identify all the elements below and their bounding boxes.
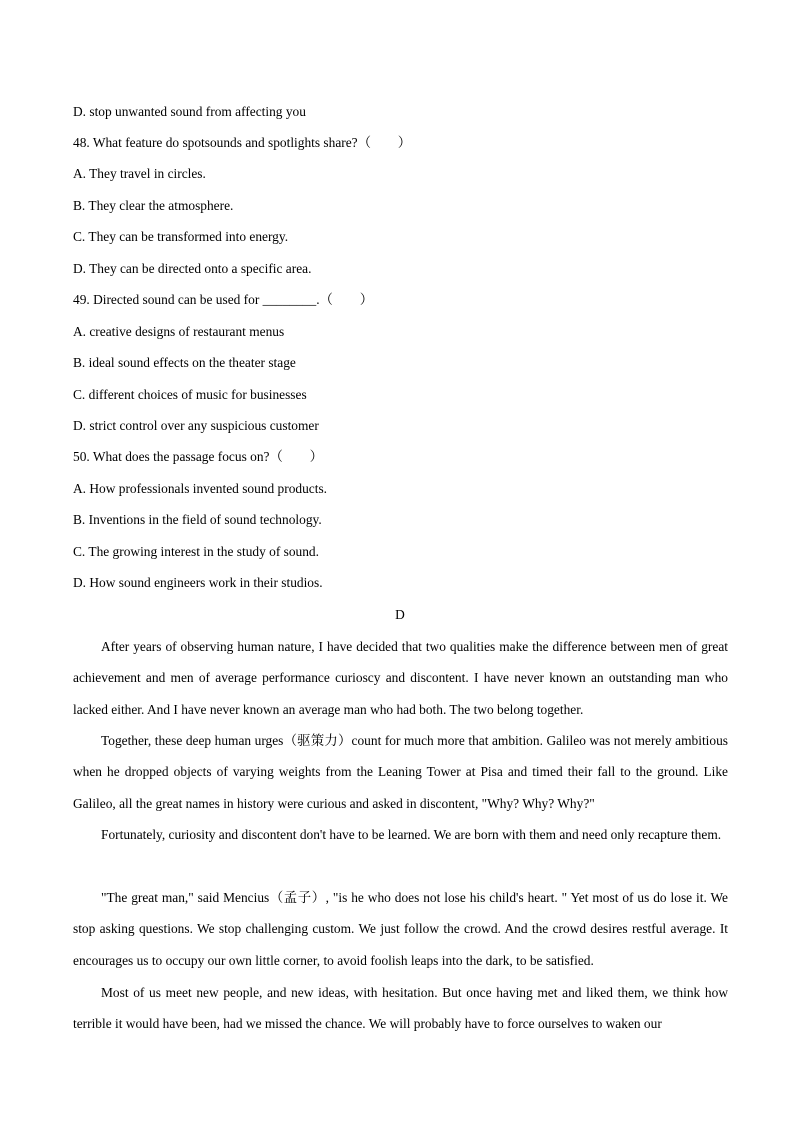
option-49-c: C. different choices of music for businesses <box>73 387 307 402</box>
option-50-b: B. Inventions in the field of sound technology. <box>73 512 322 527</box>
option-48-a: A. They travel in circles. <box>73 166 206 181</box>
passage-paragraph: After years of observing human nature, I have decided that two qualities make the difference between men of great achievement and men of average performance curioscy and discontent. I have never known an outstanding man who lacked either. And I have never known an average man who had both. The two belong together. <box>73 639 728 717</box>
passage-paragraph: Fortunately, curiosity and discontent don't have to be learned. We are born with them and need only recapture them. <box>101 827 722 842</box>
option-49-a: A. creative designs of restaurant menus <box>73 324 285 339</box>
option-48-d: D. They can be directed onto a specific area. <box>73 261 312 276</box>
passage-paragraph: Most of us meet new people, and new ideas, with hesitation. But once having met and liked them, we think how terrible it would have been, had we missed the chance. We will probably have to force ourselves to waken our <box>73 985 728 1032</box>
option-48-c: C. They can be transformed into energy. <box>73 229 289 244</box>
section-heading: D <box>395 607 405 622</box>
question-49: 49. Directed sound can be used for ________.（ ） <box>73 292 374 307</box>
option-48-b: B. They clear the atmosphere. <box>73 198 234 213</box>
question-50: 50. What does the passage focus on?（ ） <box>73 449 324 464</box>
option-50-a: A. How professionals invented sound products. <box>73 481 328 496</box>
option-47-d: D. stop unwanted sound from affecting you <box>73 104 306 119</box>
option-50-c: C. The growing interest in the study of sound. <box>73 544 319 559</box>
question-48: 48. What feature do spotsounds and spotlights share?（ ） <box>73 135 412 150</box>
option-49-b: B. ideal sound effects on the theater stage <box>73 355 296 370</box>
passage-paragraph: "The great man," said Mencius（孟子）, "is he who does not lose his child's heart. " Yet most of us do lose it. We stop asking questions. We stop challenging custom. We just follow the crowd. And the crowd desires restful average. It encourages us to occupy our own little corner, to avoid foolish leaps into the dark, to be satisfied. <box>73 890 728 968</box>
passage-paragraph: Together, these deep human urges（驱策力）count for much more that ambition. Galileo was not merely ambitious when he dropped objects of varying weights from the Leaning Tower at Pisa and timed their fall to the ground. Like Galileo, all the great names in history were curious and asked in discontent, "Why? Why? Why?" <box>73 733 728 811</box>
option-50-d: D. How sound engineers work in their studios. <box>73 575 323 590</box>
option-49-d: D. strict control over any suspicious customer <box>73 418 319 433</box>
